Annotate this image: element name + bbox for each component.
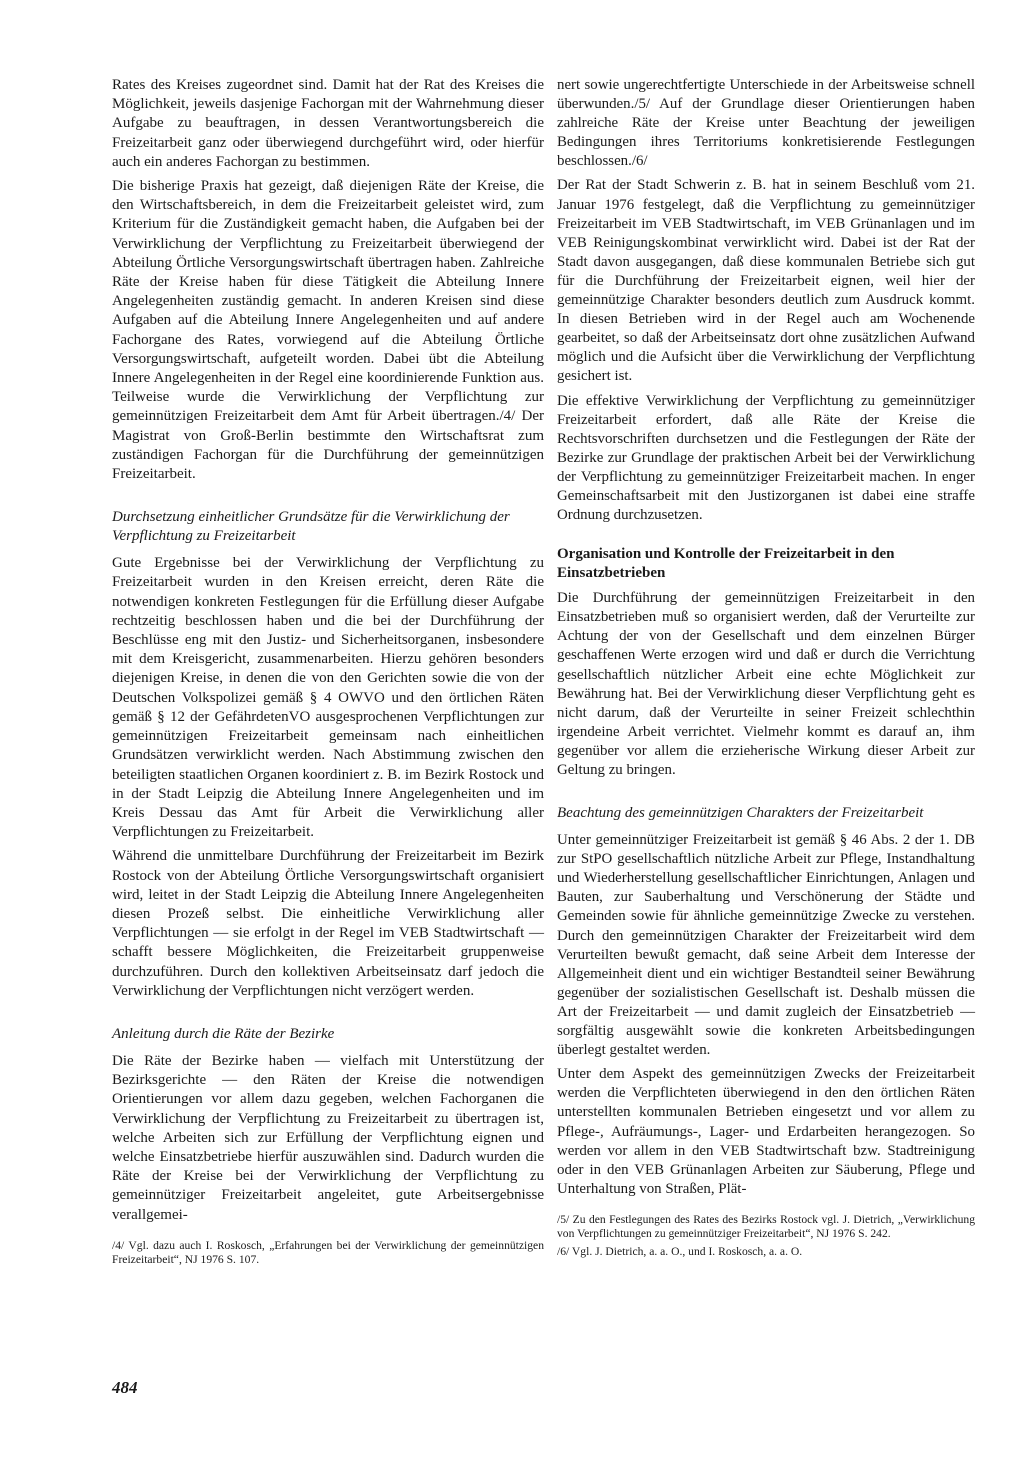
paragraph: Die effektive Verwirklichung der Verpflichtung zu gemeinnütziger Freizeitarbeit erfordert, daß alle Räte der Kreise die Rechtsvorschriften durchsetzen und die Festlegungen der Räte der Bezirke zur Grundlage der praktischen Arbeit bei der Verwirklichung der Verpflichtung zu gemeinnütziger Freizeitarbeit machen. In enger Gemeinschaftsarbeit mit den Justizorganen ist dabei eine straffe Ordnung durchzusetzen. [557, 392, 975, 524]
footnotes [112, 1239, 544, 1268]
footnote: /5/ Zu den Festlegungen des Rates des Bezirks Rostock vgl. J. Dietrich, „Verwirklichung von Verpflichtungen zu gemeinnütziger Freizeitarbeit“, NJ 1976 S. 242. [557, 1212, 975, 1241]
footnote: /6/ Vgl. J. Dietrich, a. a. O., und I. Roskosch, a. a. O. [557, 1244, 803, 1258]
page-number: 484 [112, 1378, 138, 1397]
footnote: /4/ Vgl. dazu auch I. Roskosch, „Erfahrungen bei der Verwirklichung der gemeinnützigen Freizeitarbeit“, NJ 1976 S. 107. [112, 1238, 544, 1267]
paragraph: Die bisherige Praxis hat gezeigt, daß diejenigen Räte der Kreise, die den Wirtschaftsbereich, in dem die Freizeitarbeit geleistet wird, zum Kriterium für die Zuständigkeit gemacht haben, die Aufgaben bei der Verwirklichung der Verpflichtung zu Freizeitarbeit überwiegend der Abteilung Örtliche Versorgungswirtschaft übertragen haben. Zahlreiche Räte der Kreise haben für diese Tätigkeit die Abteilung Innere Angelegenheiten zuständig gemacht. In anderen Kreisen sind diese Aufgaben auf die Abteilung Innere Angelegenheiten und auf andere Fachorgane des Rates, vorwiegend auf die Abteilung Örtliche Versorgungswirtschaft, aufgeteilt worden. Dabei übt die Abteilung Innere Angelegenheiten in der Regel eine koordinierende Funktion aus. Teilweise wurde die Verwirklichung der Verpflichtung zur gemeinnützigen Freizeitarbeit dem Amt für Arbeit übertragen./4/ Der Magistrat von Groß-Berlin bestimmte den Wirtschaftsrat zum zuständigen Fachorgan für die Durchführung der gemeinnützigen Freizeitarbeit. [112, 178, 544, 483]
left-column [112, 76, 544, 1271]
paragraph: Die Räte der Bezirke haben — vielfach mit Unterstützung der Bezirksgerichte — den Räten der Kreise die notwendigen Orientierungen vor allem dazu gegeben, welchen Fachorganen die Verwirklichung der Verpflichtung zu Freizeitarbeit zu übertragen ist, welche Arbeiten sich zur Erfüllung der Verpflichtung eignen und welche Einsatzbetriebe hierfür auszuwählen sind. Dadurch wurden die Räte der Kreise bei der Verwirklichung der Verpflichtung zu gemeinnütziger Freizeitarbeit angeleitet, gute Arbeitsergebnisse verallgemei- [112, 1052, 544, 1223]
footnotes [557, 1213, 975, 1260]
section-heading: Anleitung durch die Räte der Bezirke [112, 1025, 335, 1042]
paragraph: Unter gemeinnütziger Freizeitarbeit ist gemäß § 46 Abs. 2 der 1. DB zur StPO gesellschaftlich nützliche Arbeit zur Pflege, Instandhaltung und Wiederherstellung gesellschaftlicher Einrichtungen, Anlagen und Bauten, zur Sauberhaltung und Verschönerung der Städte und Gemeinden sowie für ähnliche gemeinnützige Zwecke zu verstehen. Durch den gemeinnützigen Charakter der Freizeitarbeit wird dem Verurteilten bewußt gemacht, daß seine Arbeit dem Interesse der Allgemeinheit dient und ein wichtiger Bestandteil seiner Bewährung gegenüber der sozialistischen Gesellschaft ist. Deshalb müssen die Art der Freizeitarbeit — und damit zugleich der Einsatzbetrieb — sorgfältig ausgewählt sowie die konkreten Arbeitsbedingungen überlegt gestaltet werden. [557, 832, 975, 1059]
paragraph: Gute Ergebnisse bei der Verwirklichung der Verpflichtung zu Freizeitarbeit wurden in den Kreisen erreicht, deren Räte die notwendigen konkreten Festlegungen für die Erfüllung dieser Aufgabe rechtzeitig beschlossen haben und die bei der Durchführung der Beschlüsse eng mit den Justiz- und Sicherheitsorganen, insbesondere mit dem Kreisgericht, zusammenarbeiten. Hierzu gehören besonders diejenigen Kreise, in denen die von den Gerichten sowie die von der Deutschen Volkspolizei gemäß § 4 OWVO und den örtlichen Räten gemäß § 12 der GefährdetenVO ausgesprochenen Verpflichtungen zur gemeinnützigen Freizeitarbeit gemeinsam nach einheitlichen Grundsätzen verwirklicht werden. Nach Abstimmung zwischen den beteiligten staatlichen Organen koordiniert z. B. im Bezirk Rostock und in der Stadt Leipzig die Abteilung Innere Angelegenheiten und im Kreis Dessau das Amt für Arbeit die Verwirklichung aller Verpflichtungen zu Freizeitarbeit. [112, 555, 544, 841]
right-column [557, 76, 975, 1262]
paragraph: Unter dem Aspekt des gemeinnützigen Zwecks der Freizeitarbeit werden die Verpflichteten überwiegend in den den örtlichen Räten unterstellten kommunalen Betrieben eingesetzt und vor allem zu Pflege-, Aufräumungs-, Lager- und Erdarbeiten herangezogen. So werden vor allem in den VEB Stadtwirtschaft bzw. Stadtreinigung oder in den VEB Grünanlagen Arbeiten zur Säuberung, Pflege und Unterhaltung von Straßen, Plät- [557, 1066, 975, 1197]
section-heading: Beachtung des gemeinnützigen Charakters der Freizeitarbeit [557, 805, 924, 822]
section-heading: Durchsetzung einheitlicher Grundsätze für die Verwirklichung der Verpflichtung zu Freizeitarbeit [112, 509, 510, 545]
paragraph: Der Rat der Stadt Schwerin z. B. hat in seinem Beschluß vom 21. Januar 1976 festgelegt, daß die Verpflichtung zu gemeinnütziger Freizeitarbeit im VEB Stadtwirtschaft, im VEB Grünanlagen und im VEB Reinigungskombinat verwirklicht wird. Dabei ist der Rat der Stadt davon ausgegangen, daß diese kommunalen Betriebe sich gut für die Durchführung der Freizeitarbeit eignen, weil hier der gemeinnützige Charakter besonders deutlich zum Ausdruck kommt. In diesen Betrieben wird in der Regel auch am Wochenende gearbeitet, so daß der Arbeitseinsatz dort ohne zusätzlichen Aufwand möglich und die Aufsicht über die Verwirklichung der Verpflichtung gesichert ist. [557, 177, 975, 385]
paragraph: nert sowie ungerechtfertigte Unterschiede in der Arbeitsweise schnell überwunden./5/ Auf der Grundlage dieser Orientierungen haben zahlreiche Räte der Kreise unter Beachtung der jeweiligen Bedingungen ihres Territoriums konkretisierende Festlegungen beschlossen./6/ [557, 77, 975, 170]
section-heading: Organisation und Kontrolle der Freizeitarbeit in den Einsatzbetrieben [557, 546, 895, 582]
paragraph: Die Durchführung der gemeinnützigen Freizeitarbeit in den Einsatzbetrieben muß so organisiert werden, daß der Verurteilte zur Achtung der von der Gesellschaft und dem einzelnen Bürger geschaffenen Werte erzogen wird und daß er durch die Verrichtung gesellschaftlich nützlicher Arbeit eine echte Möglichkeit zur Bewährung hat. Bei der Verwirklichung dieser Verpflichtung geht es nicht darum, daß der Verurteilte in seiner Freizeit schlechthin irgendeine Arbeit verrichtet. Vielmehr kommt es darauf an, ihm gegenüber vor allem die erzieherische Wirkung dieser Arbeit zur Geltung zu bringen. [557, 590, 975, 778]
paragraph: Rates des Kreises zugeordnet sind. Damit hat der Rat des Kreises die Möglichkeit, jeweils dasjenige Fachorgan mit der Wahrnehmung dieser Aufgabe zu beauftragen, in dessen Verantwortungsbereich die Freizeitarbeit ganz oder überwiegend durchgeführt wird, oder hierfür auch ein anderes Fachorgan zu bestimmen. [112, 77, 544, 170]
paragraph: Während die unmittelbare Durchführung der Freizeitarbeit im Bezirk Rostock von der Abteilung Örtliche Versorgungswirtschaft organisiert wird, leitet in der Stadt Leipzig die Abteilung Innere Angelegenheiten diesen Prozeß selbst. Die einheitliche Verwirklichung aller Verpflichtungen — sie erfolgt in der Regel im VEB Stadtwirtschaft — schafft bessere Möglichkeiten, die Freizeitarbeit gruppenweise durchzuführen. Durch den kollektiven Arbeitseinsatz darf jedoch die Verwirklichung der Verpflichtungen nicht verzögert werden. [112, 848, 544, 999]
